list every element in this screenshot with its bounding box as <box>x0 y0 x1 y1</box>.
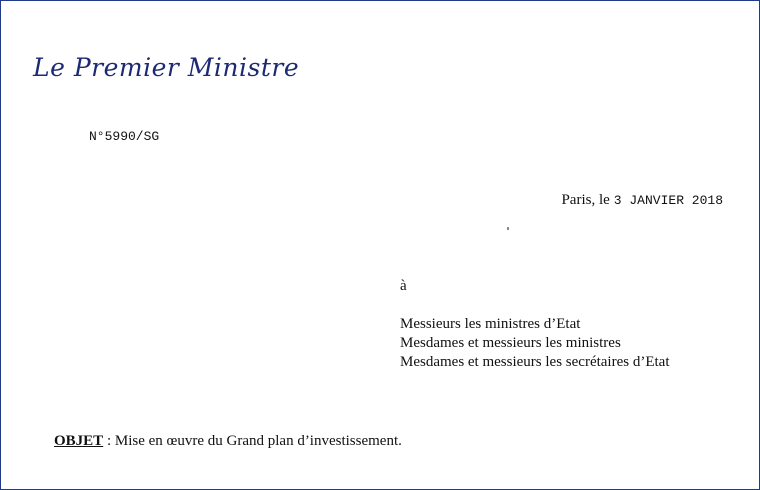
date-value: 3 JANVIER 2018 <box>613 193 723 208</box>
recipient-line: Mesdames et messieurs les secrétaires d’Etat <box>400 354 670 370</box>
reference-number: N°5990/SG <box>89 129 160 144</box>
date-line <box>561 191 723 209</box>
letterhead-title: Le Premier Ministre <box>33 53 300 82</box>
recipient-line: Mesdames et messieurs les ministres <box>400 335 621 351</box>
subject-line <box>54 433 402 450</box>
subject-text: Mise en œuvre du Grand plan d’investissement. <box>114 433 402 449</box>
subject-separator: : <box>103 433 115 449</box>
date-place: Paris, le <box>561 192 610 208</box>
subject-label: OBJET <box>54 433 104 449</box>
scan-speck <box>507 227 509 230</box>
recipient-line: Messieurs les ministres d’Etat <box>400 316 581 332</box>
addressee-prefix: à <box>400 278 407 294</box>
recipient-list <box>400 315 670 372</box>
